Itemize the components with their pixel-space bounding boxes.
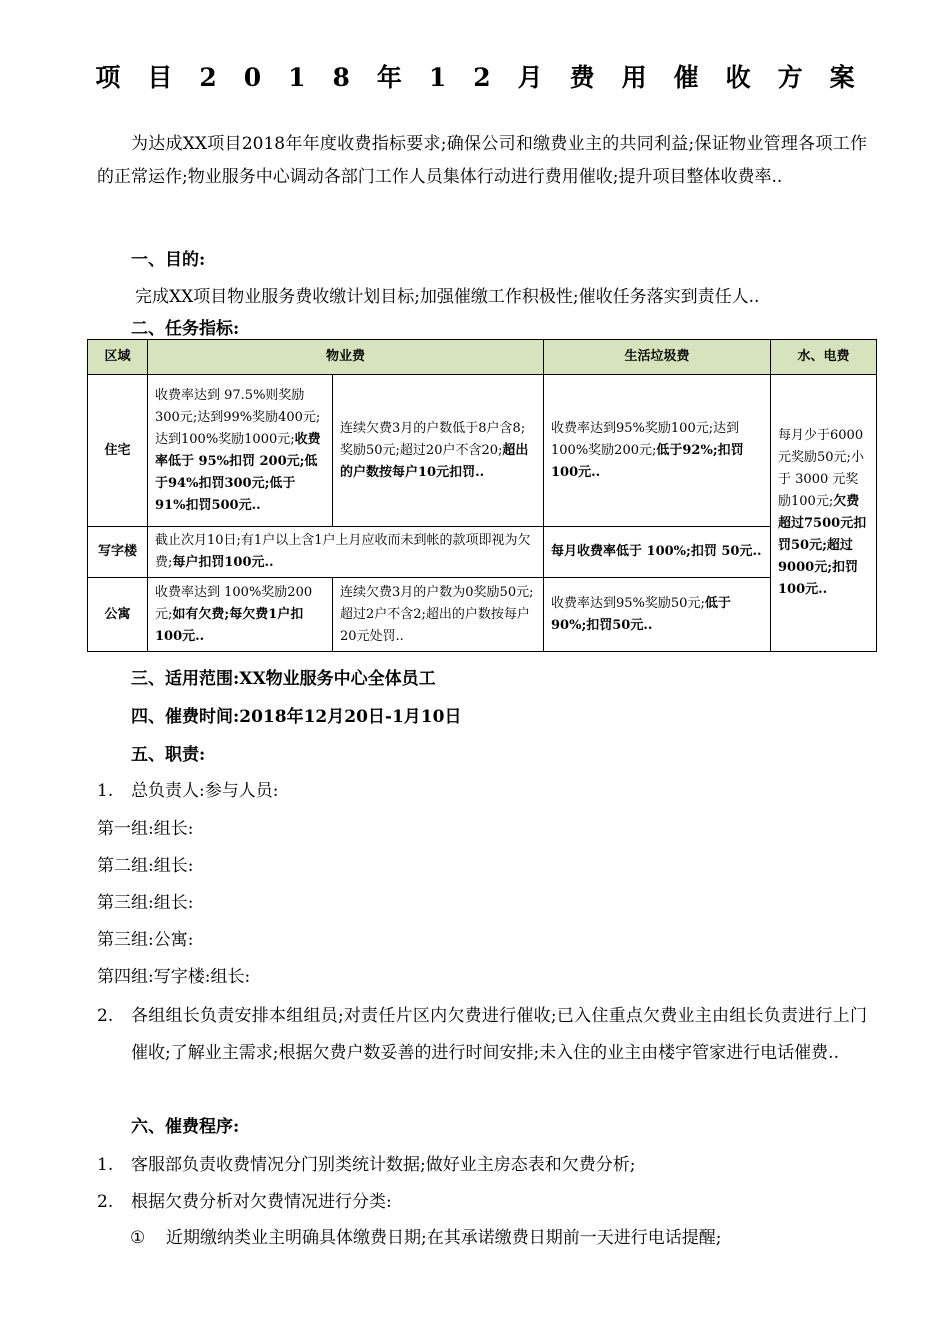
list-number: 2. [97, 1006, 114, 1026]
list-number: 1. [97, 781, 114, 801]
section-targets-heading: 二、任务指标: [131, 319, 240, 339]
region-residence: 住宅 [88, 375, 148, 527]
office-property-cell [148, 527, 544, 578]
cell-text-bold: 超出的户数按每户10元扣罚.. [340, 442, 529, 480]
group-line: 第四组:写字楼:组长: [97, 967, 251, 987]
region-apartment: 公寓 [88, 578, 148, 652]
utility-cell [771, 375, 877, 652]
procedure-step-2 [97, 1187, 392, 1212]
list-text: 客服部负责收费情况分门别类统计数据;做好业主房态表和欠费分析; [131, 1155, 636, 1175]
cell-text-bold: 如有欠费;每欠费1户扣100元.. [155, 606, 304, 644]
group-line: 第三组:公寓: [97, 930, 194, 950]
list-number: 2. [97, 1192, 114, 1212]
residence-property-rate-cell [148, 375, 333, 527]
cell-text: 收费率达到 97.5%则奖励300元;达到99%奖励400元;达到100%奖励1000元; [155, 387, 321, 447]
list-text: 根据欠费分析对欠费情况进行分类: [131, 1192, 392, 1212]
procedure-step-1 [97, 1150, 635, 1175]
procedure-substep-1 [130, 1223, 721, 1248]
header-utility-fee: 水、电费 [771, 340, 877, 375]
header-region: 区域 [88, 340, 148, 375]
cell-text: 连续欠费3月的户数低于8户含8;奖励50元;超过20户不含20; [340, 420, 526, 458]
section-duties-heading: 五、职责: [131, 745, 206, 765]
table-row [88, 375, 877, 527]
apartment-property-rate-cell [148, 578, 333, 652]
list-number: 1. [97, 1155, 114, 1175]
table-header-row [88, 340, 877, 375]
list-text: 各组组长负责安排本组组员;对责任片区内欠费进行催收;已入住重点欠费业主由组长负责进行上门催收;了解业主需求;根据欠费户数妥善的进行时间安排;未入住的业主由楼宇管家进行电话催费.. [131, 1006, 867, 1063]
cell-text-bold: 低于90%;扣罚50元.. [551, 595, 731, 633]
group-line: 第二组:组长: [97, 856, 194, 876]
cell-text: 每月少于6000元奖励50元;小于 3000 元奖励100元; [778, 428, 864, 509]
table-row [88, 578, 877, 652]
section-goal-heading: 一、目的: [131, 250, 206, 270]
duty-item-2 [97, 998, 867, 1063]
table-row [88, 527, 877, 578]
apartment-property-arrears-cell [333, 578, 544, 652]
cell-text-bold: 欠费超过7500元扣罚50元;超过9000元;扣罚100元.. [778, 494, 867, 597]
document-title: 项目2018年12月费用催收方案 [95, 63, 882, 92]
section-scope: 三、适用范围:XX物业服务中心全体员工 [131, 669, 436, 689]
cell-text-bold: 低于92%;扣罚100元.. [551, 442, 744, 480]
list-text: 总负责人:参与人员: [131, 781, 279, 801]
cell-text-bold: 收费率低于 95%扣罚 200元;低于94%扣罚300元;低于91%扣罚500元.. [155, 431, 321, 513]
duty-item-1 [97, 776, 278, 801]
section-goal-text: 完成XX项目物业服务费收缴计划目标;加强催缴工作积极性;催收任务落实到责任人.. [135, 287, 760, 307]
group-line: 第一组:组长: [97, 819, 194, 839]
cell-text: 连续欠费3月的户数为0奖励50元;超过2户不含2;超出的户数按每户20元处罚.. [340, 584, 534, 644]
group-line: 第三组:组长: [97, 893, 194, 913]
cell-text: 收费率达到95%奖励100元;达到100%奖励200元; [551, 420, 740, 458]
header-property-fee: 物业费 [148, 340, 544, 375]
cell-text: 截止次月10日;有1户以上含1户上月应收而未到帐的款项即视为欠费; [155, 533, 531, 570]
cell-text: 收费率达到 100%奖励200元; [155, 584, 313, 622]
list-text: 近期缴纳类业主明确具体缴费日期;在其承诺缴费日期前一天进行电话提醒; [166, 1228, 722, 1248]
intro-paragraph: 为达成XX项目2018年年度收费指标要求;确保公司和缴费业主的共同利益;保证物业管理各项工作的正常运作;物业服务中心调动各部门工作人员集体行动进行费用催收;提升项目整体收费率.. [97, 134, 867, 187]
section-time: 四、催费时间:2018年12月20日-1月10日 [131, 707, 462, 727]
residence-garbage-cell [544, 375, 771, 527]
cell-text-bold: 每月收费率低于 100%;扣罚 50元.. [551, 544, 762, 559]
fee-target-table [87, 339, 877, 652]
office-garbage-cell [544, 527, 771, 578]
residence-property-arrears-cell [333, 375, 544, 527]
region-office: 写字楼 [88, 527, 148, 578]
header-garbage-fee: 生活垃圾费 [544, 340, 771, 375]
cell-text-bold: 每户扣罚100元.. [172, 555, 274, 570]
cell-text: 收费率达到95%奖励50元; [551, 595, 705, 611]
apartment-garbage-cell [544, 578, 771, 652]
section-procedure-heading: 六、催费程序: [131, 1117, 240, 1137]
list-number: ① [130, 1228, 146, 1248]
